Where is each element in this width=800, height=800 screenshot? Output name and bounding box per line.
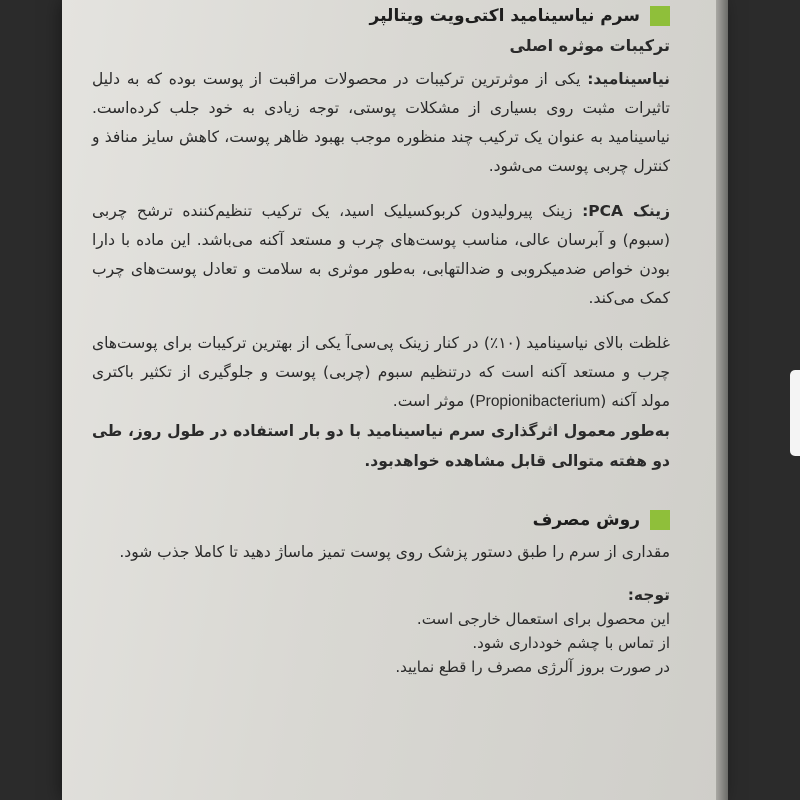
warning-line: در صورت بروز آلرژی مصرف را قطع نمایید.: [395, 658, 670, 676]
product-title: سرم نیاسینامید اکتی‌ویت ویتالپر: [369, 6, 640, 26]
combination-paragraph: [92, 329, 670, 416]
bacterium-name: Propionibacterium: [475, 393, 601, 410]
ingredients-heading: ترکیبات موثره اصلی: [509, 36, 670, 55]
warning-line: این محصول برای استعمال خارجی است.: [416, 610, 670, 628]
green-square-bullet-icon: [650, 510, 670, 530]
effect-note: به‌طور معمول اثرگذاری سرم نیاسینامید با دو بار استفاده در طول روز، طی دو هفته متوالی قابل مشاهده خواهدبود.: [92, 422, 670, 470]
side-handle[interactable]: [790, 370, 800, 456]
niacinamide-label: نیاسینامید:: [587, 70, 670, 88]
combination-text-after: ) موثر است.: [392, 392, 476, 410]
usage-heading-row: [92, 510, 670, 530]
niacinamide-text: یکی از موثرترین ترکیبات در محصولات مراقبت از پوست بوده که به دلیل تاثیرات مثبت روی بسیاری از مشکلات پوستی، توجه زیادی به خود جلب کرده‌است. نیاسینامید به عنوان یک ترکیب چند منظوره موجب بهبود ظاهر پوست، کاهش سایز منافذ و کنترل چربی پوست می‌شود.: [92, 70, 670, 175]
warning-title: توجه:: [627, 586, 670, 604]
leaflet-edge: [716, 0, 728, 800]
green-square-bullet-icon: [650, 6, 670, 26]
usage-heading: روش مصرف: [532, 510, 640, 530]
product-title-row: [92, 6, 670, 26]
zinc-text: زینک پیرولیدون کربوکسیلیک اسید، یک ترکیب تنظیم‌کننده ترشح چربی (سبوم) و آبرسان عالی، مناسب پوست‌های چرب و مستعد آکنه می‌باشد. این ماده با دارا بودن خواص ضدمیکروبی و ضدالتهابی، به‌طور موثری به سلامت و تعادل پوست‌های چرب کمک می‌کند.: [92, 202, 670, 307]
zinc-paragraph: [92, 197, 670, 313]
combination-text-before: غلظت بالای نیاسینامید (۱۰٪) در کنار زینک پی‌سی‌آ یکی از بهترین ترکیبات برای پوست‌های چرب و مستعد آکنه است که درتنظیم سبوم (چربی) پوست و جلوگیری از تکثیر باکتری مولد آکنه (: [92, 334, 670, 410]
usage-text: مقداری از سرم را طبق دستور پزشک روی پوست تمیز ماساژ دهید تا کاملا جذب شود.: [119, 543, 670, 561]
warning-line: از تماس با چشم خودداری شود.: [472, 634, 670, 652]
zinc-label: زینک PCA:: [582, 202, 670, 220]
leaflet-content: [92, 0, 670, 679]
niacinamide-paragraph: [92, 65, 670, 181]
